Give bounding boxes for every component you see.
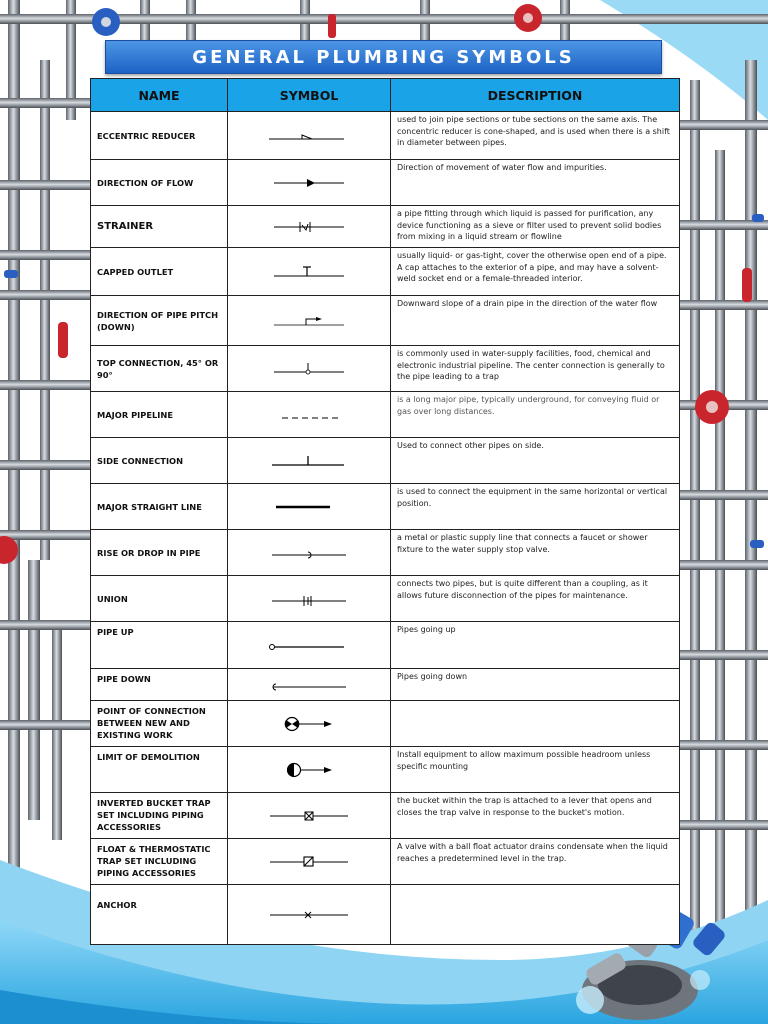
symbol-cell (228, 296, 391, 346)
pipe-pitch-down-icon (264, 313, 354, 329)
table-row (91, 669, 680, 701)
symbol-cell (228, 530, 391, 576)
row-name: DIRECTION OF FLOW (91, 160, 228, 206)
row-description (391, 885, 680, 945)
table-row (91, 885, 680, 945)
row-description: the bucket within the trap is attached to a lever that opens and closes the trap valve in response to the bucket's motion. (391, 793, 680, 839)
row-description: is commonly used in water-supply facilities, food, chemical and electronic industrial pipeline. The center connection is generally to the pipe leading to a trap (391, 346, 680, 392)
major-pipeline-icon (264, 407, 354, 423)
table-row (91, 112, 680, 160)
row-description: Install equipment to allow maximum possible headroom unless specific mounting (391, 747, 680, 793)
table-row (91, 576, 680, 622)
row-description: is used to connect the equipment in the same horizontal or vertical position. (391, 484, 680, 530)
symbol-cell (228, 839, 391, 885)
table-row (91, 160, 680, 206)
row-name: LIMIT OF DEMOLITION (91, 747, 228, 793)
table-row (91, 530, 680, 576)
symbol-cell (228, 248, 391, 296)
table-row (91, 839, 680, 885)
symbols-table (90, 78, 680, 945)
row-description: Pipes going down (391, 669, 680, 701)
symbol-cell (228, 438, 391, 484)
row-name: FLOAT & THERMOSTATIC TRAP SET INCLUDING PIPING ACCESSORIES (91, 839, 228, 885)
row-description: a pipe fitting through which liquid is passed for purification, any device functioning as a sieve or filter used to prevent solid bodies from mixing in a liquid stream or flowline (391, 206, 680, 248)
symbol-cell (228, 576, 391, 622)
row-name: TOP CONNECTION, 45° OR 90° (91, 346, 228, 392)
row-name: INVERTED BUCKET TRAP SET INCLUDING PIPING ACCESSORIES (91, 793, 228, 839)
row-name: UNION (91, 576, 228, 622)
eccentric-reducer-icon (264, 129, 354, 143)
row-description: Used to connect other pipes on side. (391, 438, 680, 484)
symbol-cell (228, 793, 391, 839)
row-description: Direction of movement of water flow and impurities. (391, 160, 680, 206)
symbol-cell (228, 160, 391, 206)
rise-or-drop-icon (264, 545, 354, 561)
table-row (91, 206, 680, 248)
row-name: MAJOR PIPELINE (91, 392, 228, 438)
symbol-cell (228, 622, 391, 669)
point-of-connection-icon (264, 714, 354, 734)
table-row (91, 248, 680, 296)
capped-outlet-icon (264, 264, 354, 280)
side-connection-icon (264, 453, 354, 469)
row-description: is a long major pipe, typically underground, for conveying fluid or gas over long distances. (391, 392, 680, 438)
table-row (91, 622, 680, 669)
table-row (91, 346, 680, 392)
row-description: a metal or plastic supply line that connects a faucet or shower fixture to the water supply stop valve. (391, 530, 680, 576)
symbol-cell (228, 206, 391, 248)
table-row (91, 392, 680, 438)
table-header-row (91, 79, 680, 112)
row-description (391, 701, 680, 747)
row-description: Downward slope of a drain pipe in the direction of the water flow (391, 296, 680, 346)
table-row (91, 296, 680, 346)
limit-of-demolition-icon (264, 760, 354, 780)
column-header-symbol: SYMBOL (228, 79, 391, 112)
strainer-icon (264, 219, 354, 235)
major-straight-line-icon (264, 499, 354, 515)
union-icon (264, 591, 354, 607)
row-name: POINT OF CONNECTION BETWEEN NEW AND EXISTING WORK (91, 701, 228, 747)
symbol-cell (228, 392, 391, 438)
table-row (91, 701, 680, 747)
symbol-cell (228, 346, 391, 392)
row-description: Pipes going up (391, 622, 680, 669)
table-row (91, 793, 680, 839)
row-name: STRAINER (91, 206, 228, 248)
row-name: CAPPED OUTLET (91, 248, 228, 296)
row-name: PIPE DOWN (91, 669, 228, 701)
symbol-cell (228, 747, 391, 793)
symbol-cell (228, 701, 391, 747)
anchor-icon (264, 907, 354, 923)
row-description: used to join pipe sections or tube sections on the same axis. The concentric reducer is cone-shaped, and is used when there is a shift in diameter between pipes. (391, 112, 680, 160)
row-name: ECCENTRIC REDUCER (91, 112, 228, 160)
table-row (91, 747, 680, 793)
title-banner (105, 40, 662, 74)
row-name: PIPE UP (91, 622, 228, 669)
row-name: DIRECTION OF PIPE PITCH (DOWN) (91, 296, 228, 346)
table-row (91, 484, 680, 530)
row-name: MAJOR STRAIGHT LINE (91, 484, 228, 530)
top-connection-icon (264, 361, 354, 377)
pipe-up-icon (264, 637, 354, 653)
symbol-cell (228, 669, 391, 701)
symbol-cell (228, 112, 391, 160)
inverted-bucket-trap-icon (264, 808, 354, 824)
float-thermostatic-trap-icon (264, 854, 354, 870)
row-name: ANCHOR (91, 885, 228, 945)
column-header-description: DESCRIPTION (391, 79, 680, 112)
symbol-cell (228, 885, 391, 945)
table-row (91, 438, 680, 484)
page-title: GENERAL PLUMBING SYMBOLS (192, 46, 575, 68)
row-name: SIDE CONNECTION (91, 438, 228, 484)
row-description: usually liquid- or gas-tight, cover the otherwise open end of a pipe. A cap attaches to the exterior of a pipe, and may have a solvent-weld socket end or a female-threaded interior. (391, 248, 680, 296)
column-header-name: NAME (91, 79, 228, 112)
row-description: connects two pipes, but is quite different than a coupling, as it allows future disconnection of the pipes for maintenance. (391, 576, 680, 622)
symbol-cell (228, 484, 391, 530)
direction-of-flow-icon (264, 176, 354, 190)
pipe-down-icon (264, 677, 354, 693)
row-description: A valve with a ball float actuator drains condensate when the liquid reaches a predetermined level in the trap. (391, 839, 680, 885)
row-name: RISE OR DROP IN PIPE (91, 530, 228, 576)
